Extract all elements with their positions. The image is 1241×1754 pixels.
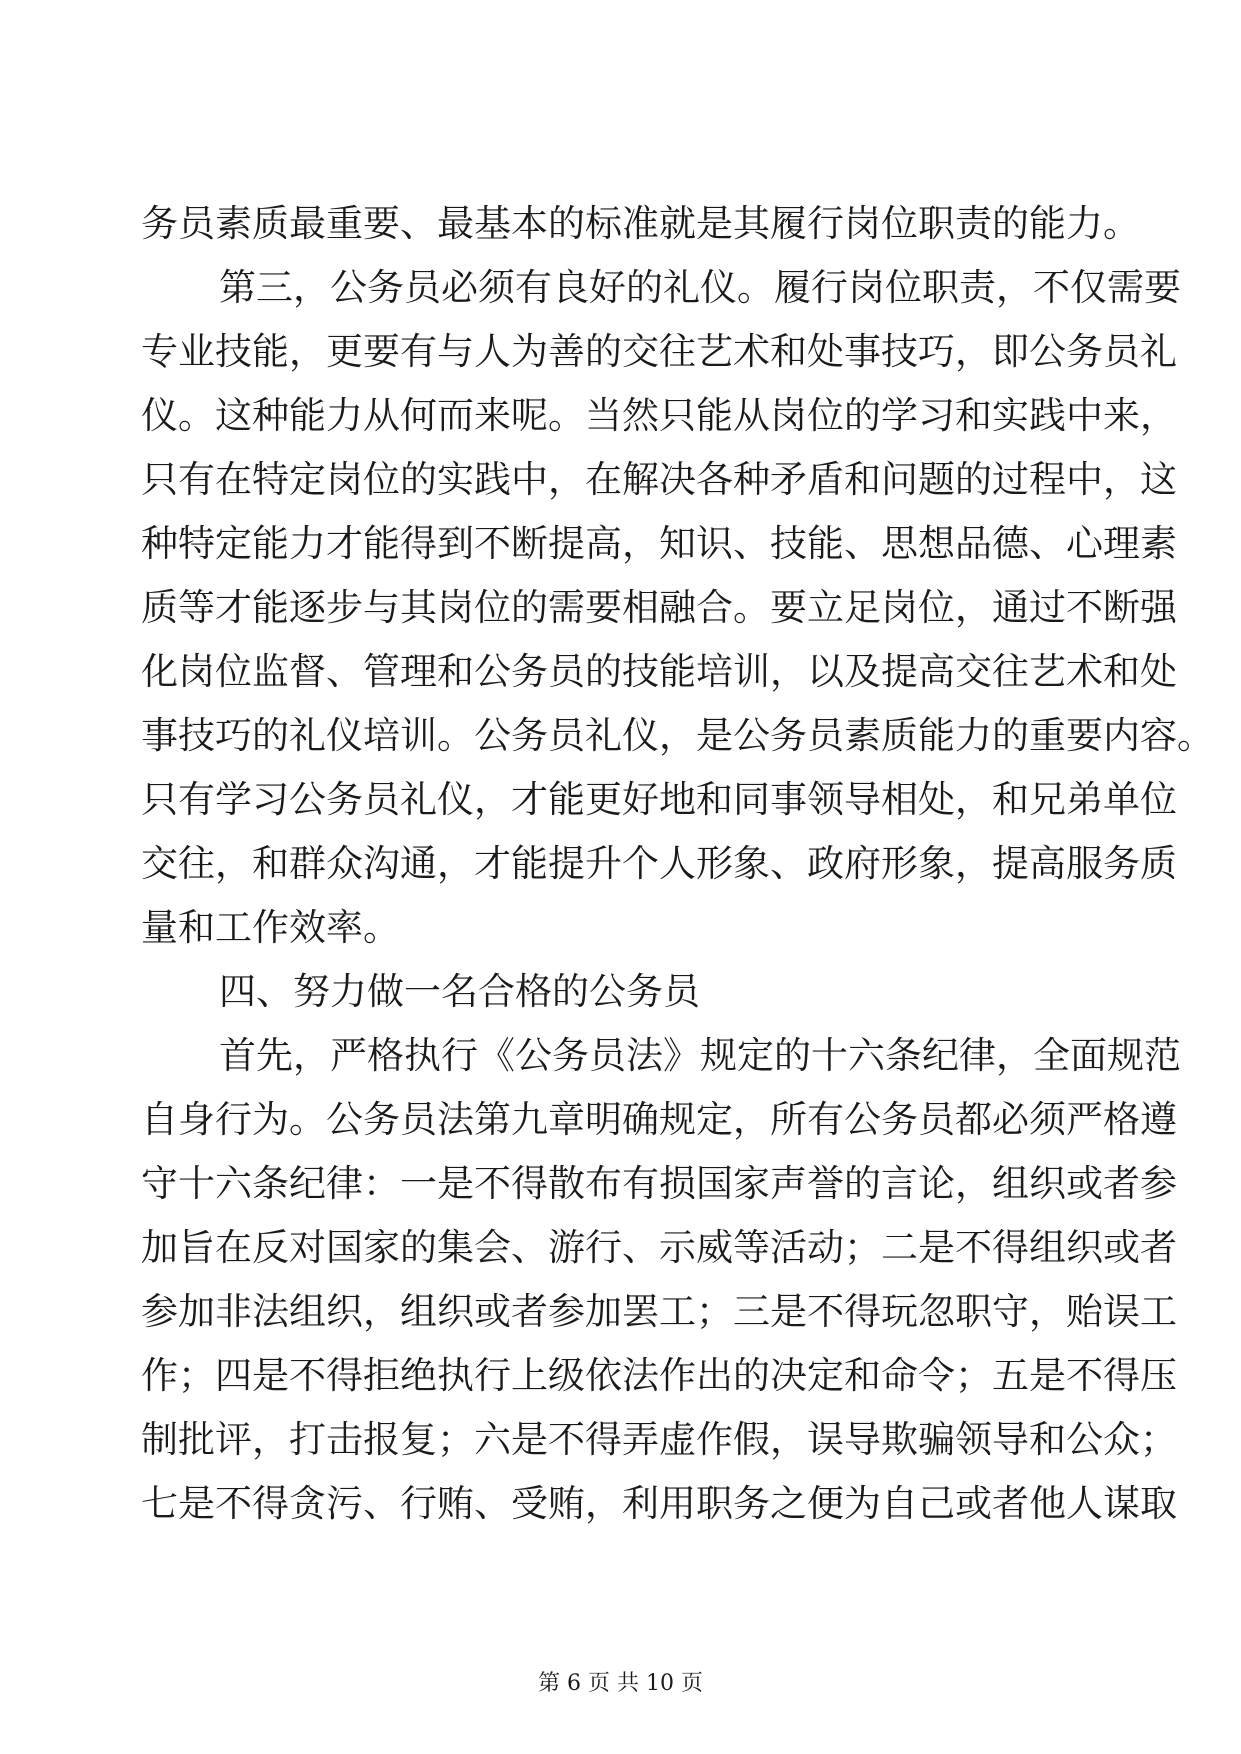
text-line: 量和工作效率。 [141,906,400,949]
text-line: 质等才能逐步与其岗位的需要相融合。要立足岗位，通过不断强 [141,586,1177,629]
text-line: 首先，严格执行《公务员法》规定的十六条纪律，全面规范 [219,1034,1181,1077]
section-heading: 四、努力做一名合格的公务员 [219,970,700,1013]
text-line: 交往，和群众沟通，才能提升个人形象、政府形象，提高服务质 [141,842,1177,885]
text-line: 专业技能，更要有与人为善的交往艺术和处事技巧，即公务员礼 [141,330,1177,373]
text-line: 化岗位监督、管理和公务员的技能培训，以及提高交往艺术和处 [141,650,1177,693]
text-line: 自身行为。公务员法第九章明确规定，所有公务员都必须严格遵 [141,1098,1177,1141]
text-line: 守十六条纪律：一是不得散布有损国家声誉的言论，组织或者参 [141,1162,1177,1205]
text-line: 作；四是不得拒绝执行上级依法作出的决定和命令；五是不得压 [141,1354,1177,1397]
text-line: 事技巧的礼仪培训。公务员礼仪，是公务员素质能力的重要内容。 [141,714,1214,757]
text-line: 第三，公务员必须有良好的礼仪。履行岗位职责，不仅需要 [219,266,1181,309]
text-line: 种特定能力才能得到不断提高，知识、技能、思想品德、心理素 [141,522,1177,565]
page-number-footer: 第 6 页 共 10 页 [538,1671,703,1696]
text-line: 七是不得贪污、行贿、受贿，利用职务之便为自己或者他人谋取 [141,1482,1177,1525]
text-line: 务员素质最重要、最基本的标准就是其履行岗位职责的能力。 [141,202,1140,245]
text-line: 参加非法组织，组织或者参加罢工；三是不得玩忽职守，贻误工 [141,1290,1177,1333]
text-line: 制批评，打击报复；六是不得弄虚作假，误导欺骗领导和公众； [141,1418,1177,1461]
text-line: 只有在特定岗位的实践中，在解决各种矛盾和问题的过程中，这 [141,458,1177,501]
text-line: 只有学习公务员礼仪，才能更好地和同事领导相处，和兄弟单位 [141,778,1177,821]
text-line: 加旨在反对国家的集会、游行、示威等活动；二是不得组织或者 [141,1226,1177,1269]
text-line: 仪。这种能力从何而来呢。当然只能从岗位的学习和实践中来， [141,394,1177,437]
